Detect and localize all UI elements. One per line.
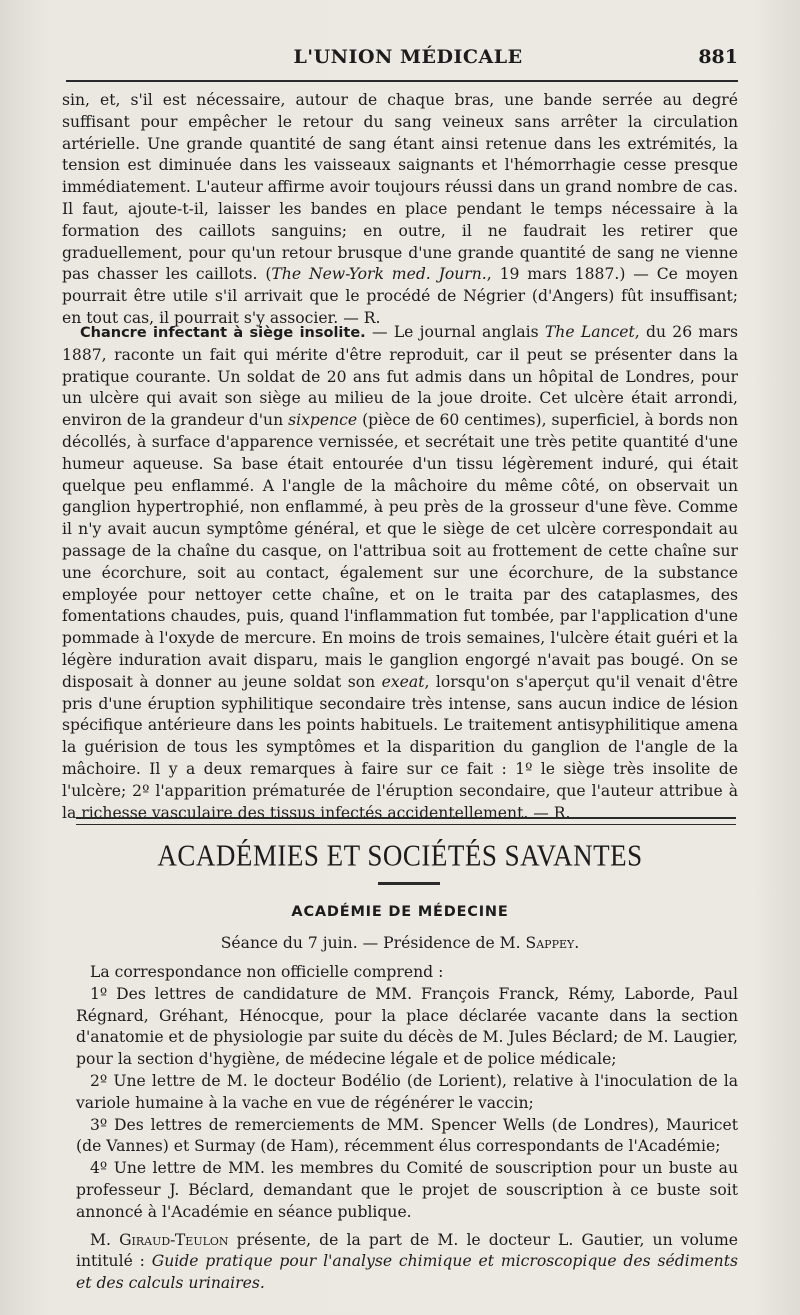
section-title: ACADÉMIES ET SOCIÉTÉS SAVANTES xyxy=(157,837,643,873)
session-line xyxy=(0,934,800,952)
list-item: 2º Une lettre de M. le docteur Bodélio (de Lorient), relative à l'inoculation de la variole humaine à la vache en vue de régénérer le vaccin; xyxy=(76,1071,738,1112)
list-item: 3º Des lettres de remerciements de MM. Spencer Wells (de Londres), Mauricet (de Vannes) et Surmay (de Ham), récemment élus correspondants de l'Académie; xyxy=(76,1115,738,1156)
president-name: Sappey xyxy=(525,934,575,952)
presenter-prefix: M. xyxy=(90,1230,120,1249)
journal-name: The Lancet xyxy=(544,323,635,341)
list-item: 1º Des lettres de candidature de MM. François Franck, Rémy, Laborde, Paul Régnard, Gréhant, Hénocque, pour la place déclarée vacante dans la section d'anatomie et de physiologie par suite du décès de M. Jules Béclard; de M. Laugier, pour la section d'hygiène, de médecine légale et de police médicale; xyxy=(76,984,738,1069)
title-rule xyxy=(378,882,440,885)
page-number: 881 xyxy=(698,46,738,68)
presenter-name: Giraud-Teulon xyxy=(119,1230,229,1249)
running-head xyxy=(78,46,738,76)
article-paragraph: sin, et, s'il est nécessaire, autour de chaque bras, une bande serrée au degré suffisant pour empêcher le retour du sang veineux sans arrêter la circulation artérielle. Une grande quantité de sang étant ainsi retenue dans les extrémités, la tension est diminuée dans les vaisseaux saignants et l'hémorrhagie cesse presque immédiatement. L'auteur affirme avoir toujours réussi dans un grand nombre de cas. Il faut, ajoute-t-il, laisser les bandes en place pendant le temps nécessaire à la formation des caillots sanguins; en outre, il ne faudrait les retirer que graduellement, pour qu'un retour brusque d'une grande quantité de sang ne vienne pas chasser les caillots. (The New-York med. Journ., 19 mars 1887.) — Ce moyen pourrait être utile s'il arrivait que le procédé de Négrier (d'Angers) fût insuffisant; en tout cas, il pourrait s'y associer. — R. xyxy=(62,91,739,327)
article-intro: — Le journal anglais xyxy=(365,323,545,341)
article-title: Chancre infectant à siège insolite. xyxy=(80,325,366,341)
citation-journal: The New-York med. Journ. xyxy=(271,265,487,284)
article-chancre xyxy=(62,322,738,824)
article-text-1: , du 26 mars 1887, raconte un fait qui mérite d'être reproduit, car il peut se présenter dans la pratique courante. Un soldat de 20 ans fut admis dans un hôpital de Londres, pour un ulcère qui avait son siège au milieu de la joue droite. Cet ulcère était arrondi, environ de la grandeur d'un xyxy=(62,323,738,430)
correspondence-intro: La correspondance non officielle comprend : xyxy=(90,963,444,981)
session-prefix: Séance du 7 juin. — Présidence de M. xyxy=(220,934,526,952)
presentation-text: présente, de la part de M. le docteur L. Gautier, un volume intitulé : xyxy=(76,1230,738,1271)
journal-title: L'UNION MÉDICALE xyxy=(293,46,523,68)
correspondence-block xyxy=(76,962,738,1295)
session-suffix: . xyxy=(574,934,580,952)
section-divider xyxy=(76,817,736,825)
article-text-3: , lorsqu'on s'aperçut qu'il venait d'être pris d'une éruption syphilitique secondaire très intense, sans aucun indice de lésion spécifique antérieure dans les points habituels. Le traitement antisyphilitique amena la guérision de tous les symptômes et la disparition du ganglion de l'angle de la mâchoire. Il y a deux remarques à faire sur ce fait : 1º le siège très insolite de l'ulcère; 2º l'apparition prématurée de l'éruption secondaire, que l'auteur attribue à la richesse vasculaire des tissus infectés accidentellement. — R. xyxy=(62,672,738,822)
subsection-title: ACADÉMIE DE MÉDECINE xyxy=(291,904,509,920)
citation-date: , 19 mars 1887.) xyxy=(486,265,626,284)
term-sixpence: sixpence xyxy=(288,411,358,430)
article-text-2: (pièce de 60 centimes), superficiel, à bords non décollés, à surface d'apparence vernissée, et secrétait une très petite quantité d'une humeur aqueuse. Sa base était entourée d'un tissu légèrement induré, qui était quelque peu enflammé. A l'angle de la mâchoire du même côté, on observait un ganglion hypertrophié, non enflammé, à peu près de la grosseur d'une fève. Comme il n'y avait aucun symptôme général, et que le siège de cet ulcère correspondait au passage de la chaîne du casque, on l'attribua soit au frottement de cette chaîne sur une écorchure, soit au contact, également sur une écorchure, de la substance employée pour nettoyer cette chaîne, et on le traita par des cataplasmes, des fomentations chaudes, puis, quand l'inflammation fut tombée, par l'application d'une pommade à l'oxyde de mercure. En moins de trois semaines, l'ulcère était guéri et la légère induration avait disparu, mais le ganglion engorgé n'avait pas bougé. On se disposait à donner au jeune soldat son xyxy=(62,411,738,691)
book-title: Guide pratique pour l'analyse chimique et microscopique des sédiments et des calculs urinaires. xyxy=(76,1252,738,1293)
article-text: sin, et, s'il est nécessaire, autour de chaque bras, une bande serrée au degré suffisant pour empêcher le retour du sang veineux sans arrêter la circulation artérielle. Une grande quantité de sang étant ainsi retenue dans les extrémités, la tension est diminuée dans les vaisseaux saignants et l'hémorrhagie cesse presque immédiatement. L'auteur affirme avoir toujours réussi dans un grand nombre de cas. Il faut, ajoute-t-il, laisser les bandes en place pendant le temps nécessaire à la formation des caillots sanguins; en outre, il ne faudrait les retirer que graduellement, pour qu'un retour brusque d'une grande quantité de sang ne vienne pas chasser les caillots. xyxy=(62,91,738,284)
header-rule xyxy=(66,80,738,82)
article-hemorrhage-continuation xyxy=(62,90,738,330)
list-item: 4º Une lettre de MM. les membres du Comité de souscription pour un buste au professeur J. Béclard, demandant que le projet de souscription à ce buste soit annoncé à l'Académie en séance publique. xyxy=(76,1159,738,1221)
editor-remark: — Ce moyen pourrait être utile s'il arrivait que le procédé de Négrier (d'Angers) fût insuffisant; en tout cas, il pourrait s'y associer. — R. xyxy=(62,265,739,327)
presentation-paragraph xyxy=(76,1230,738,1295)
article-paragraph xyxy=(62,322,738,824)
term-exeat: exeat xyxy=(381,672,425,691)
